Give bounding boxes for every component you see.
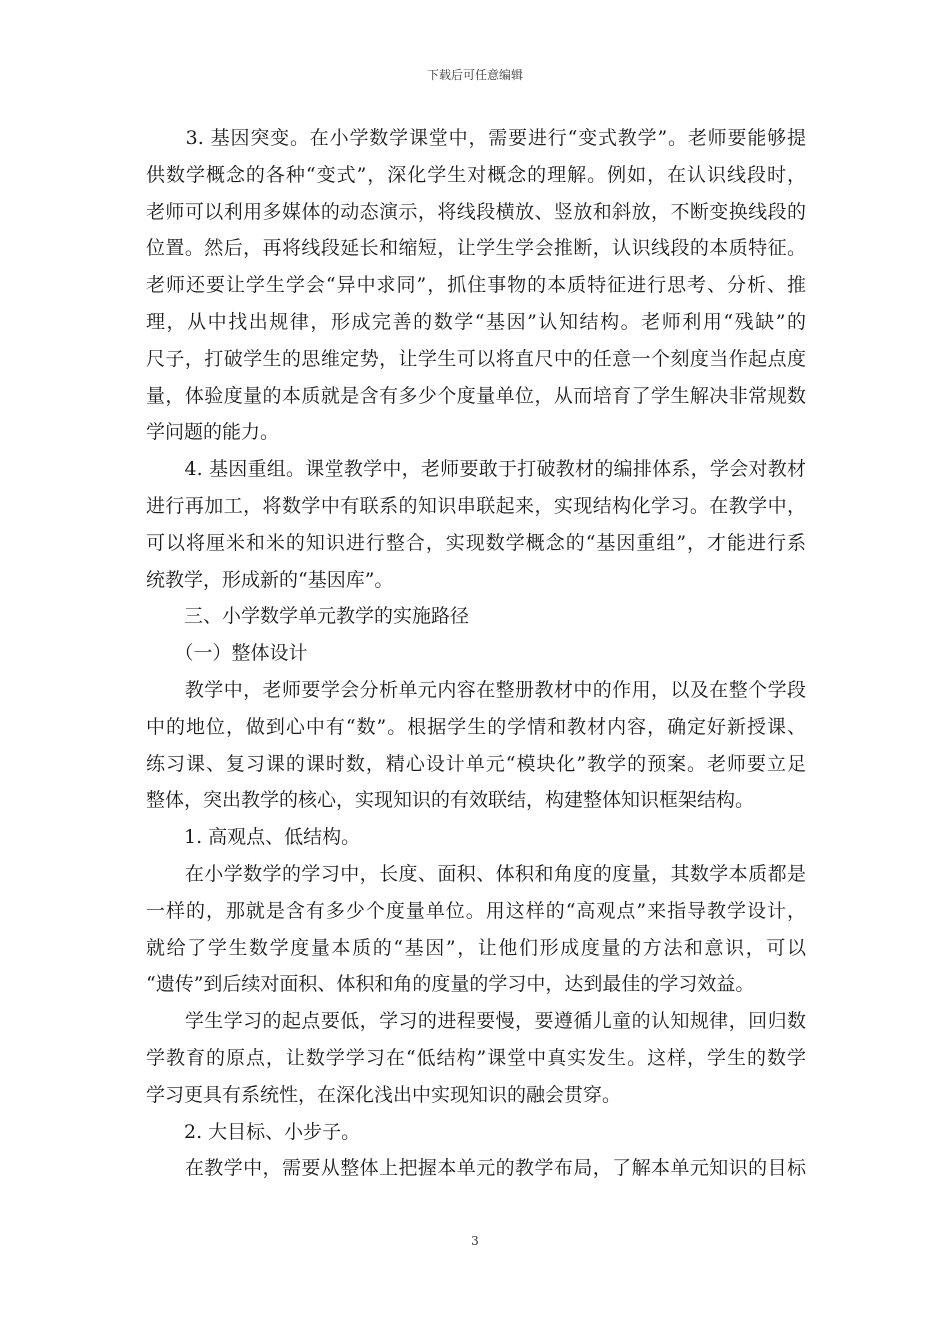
page-header: 下载后可任意编辑 (426, 68, 523, 82)
text-line: 老师还要让学生学会“异中求同”，抓住事物的本质特征进行思考、分析、推 (146, 274, 806, 297)
text-line: 供数学概念的各种“变式”，深化学生对概念的理解。例如，在认识线段时， (146, 163, 806, 186)
text-line: 1. 高观点、低结构。 (146, 826, 361, 849)
text-line: 在小学数学的学习中，长度、面积、体积和角度的度量，其数学本质都是 (146, 862, 806, 885)
text-line: 进行再加工，将数学中有联系的知识串联起来，实现结构化学习。在教学中， (146, 494, 806, 517)
text-line: 整体，突出教学的核心，实现知识的有效联结，构建整体知识框架结构。 (146, 789, 755, 812)
text-line: 理，从中找出规律，形成完善的数学“基因”认知结构。老师利用“残缺”的 (146, 310, 806, 333)
text-line: 可以将厘米和米的知识进行整合，实现数学概念的“基因重组”，才能进行系 (146, 531, 806, 554)
text-line: 学教育的原点，让数学学习在“低结构”课堂中真实发生。这样，学生的数学 (146, 1046, 806, 1069)
text-line: 老师可以利用多媒体的动态演示，将线段横放、竖放和斜放，不断变换线段的 (146, 200, 806, 223)
document-body (146, 120, 806, 1187)
text-line: “遗传”到后续对面积、体积和角的度量的学习中，达到最佳的学习效益。 (146, 973, 755, 996)
text-line: （一）整体设计 (146, 642, 308, 665)
text-line: 统教学，形成新的“基因库”。 (146, 568, 394, 591)
page-number: 3 (471, 1234, 479, 1248)
text-line: 3. 基因突变。在小学数学课堂中，需要进行“变式教学”。老师要能够提 (146, 127, 806, 149)
text-line: 学问题的能力。 (146, 421, 280, 444)
text-line: 一样的，那就是含有多少个度量单位。用这样的“高观点”来指导教学设计， (146, 899, 806, 922)
text-line: 学生学习的起点要低，学习的进程要慢，要遵循儿童的认知规律，回归数 (146, 1010, 806, 1033)
text-line: 教学中，老师要学会分析单元内容在整册教材中的作用，以及在整个学段 (146, 678, 806, 701)
text-line: 4. 基因重组。课堂教学中，老师要敢于打破教材的编排体系，学会对教材 (146, 458, 806, 481)
text-line: 在教学中，需要从整体上把握本单元的教学布局，了解本单元知识的目标 (146, 1157, 806, 1180)
text-line: 就给了学生数学度量本质的“基因”，让他们形成度量的方法和意识，可以 (146, 936, 806, 959)
text-line: 学习更具有系统性，在深化浅出中实现知识的融会贯穿。 (146, 1083, 622, 1106)
text-line: 中的地位，做到心中有“数”。根据学生的学情和教材内容，确定好新授课、 (146, 715, 806, 738)
text-line: 三、小学数学单元教学的实施路径 (146, 605, 470, 628)
text-line: 练习课、复习课的课时数，精心设计单元“模块化”教学的预案。老师要立足 (146, 752, 806, 775)
text-line: 位置。然后，再将线段延长和缩短，让学生学会推断，认识线段的本质特征。 (146, 237, 806, 260)
text-line: 2. 大目标、小步子。 (146, 1120, 361, 1143)
text-line: 尺子，打破学生的思维定势，让学生可以将直尺中的任意一个刻度当作起点度 (146, 347, 806, 370)
text-line: 量，体验度量的本质就是含有多少个度量单位，从而培育了学生解决非常规数 (146, 384, 806, 407)
